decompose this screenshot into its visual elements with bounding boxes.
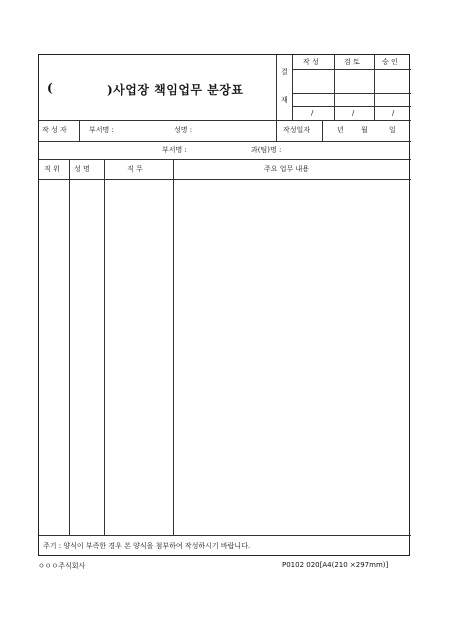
form-note: 주기 : 양식이 부족한 경우 본 양식을 첨부하여 작성하시기 바랍니다.	[43, 542, 251, 550]
date-month-label: 월	[361, 126, 368, 134]
date-year-label: 년	[337, 126, 344, 134]
approval-col-approve: 승 인	[382, 58, 398, 66]
author-name-label: 성명 :	[174, 126, 193, 134]
form-code: P0102 020[A4(210 ×297mm)]	[282, 561, 389, 569]
dept-name-label: 부서명 :	[162, 146, 187, 154]
author-date-label: 작성일자	[283, 126, 311, 134]
header-duty: 직 무	[127, 165, 143, 173]
approval-date-slash-2: /	[352, 109, 355, 117]
approval-left-border	[276, 55, 277, 120]
approval-header-line	[292, 69, 411, 70]
header-position: 직 위	[44, 165, 60, 173]
author-date-divider-1	[276, 120, 277, 141]
col-divider-duty	[173, 159, 174, 535]
table-header-top	[39, 159, 411, 160]
approval-label-bottom: 재	[281, 96, 288, 104]
approval-date-slash-3: /	[392, 109, 395, 117]
author-row-top	[39, 120, 411, 121]
approval-sign-line-2	[292, 106, 411, 107]
approval-sign-line-1	[292, 93, 411, 94]
page-title: )사업장 책임업무 분장표	[107, 83, 244, 97]
header-name: 성 명	[74, 165, 90, 173]
col-divider-position	[69, 159, 70, 535]
dept-row-top	[39, 141, 411, 142]
col-divider-name	[104, 159, 105, 535]
approval-col-review: 검 토	[344, 58, 360, 66]
author-dept-label: 부서명 :	[89, 126, 114, 134]
approval-col-divider-1	[334, 55, 335, 120]
note-row-top	[39, 535, 411, 536]
approval-date-slash-1: /	[311, 109, 314, 117]
author-label-divider	[79, 120, 80, 141]
date-day-label: 일	[389, 126, 396, 134]
table-header-bottom	[39, 179, 411, 180]
team-name-label: 과(팀)명 :	[251, 146, 282, 154]
company-name: ㅇㅇㅇ주식회사	[38, 562, 86, 570]
header-main-tasks: 주요 업무 내용	[264, 165, 310, 173]
author-label: 작 성 자	[42, 126, 67, 134]
approval-label-top: 결	[281, 68, 288, 76]
approval-col-author: 작 성	[303, 58, 319, 66]
author-date-divider-2	[322, 120, 323, 141]
title-paren: (	[47, 81, 54, 95]
responsibility-form	[38, 54, 410, 556]
approval-label-divider	[292, 55, 293, 120]
approval-col-divider-2	[374, 55, 375, 120]
